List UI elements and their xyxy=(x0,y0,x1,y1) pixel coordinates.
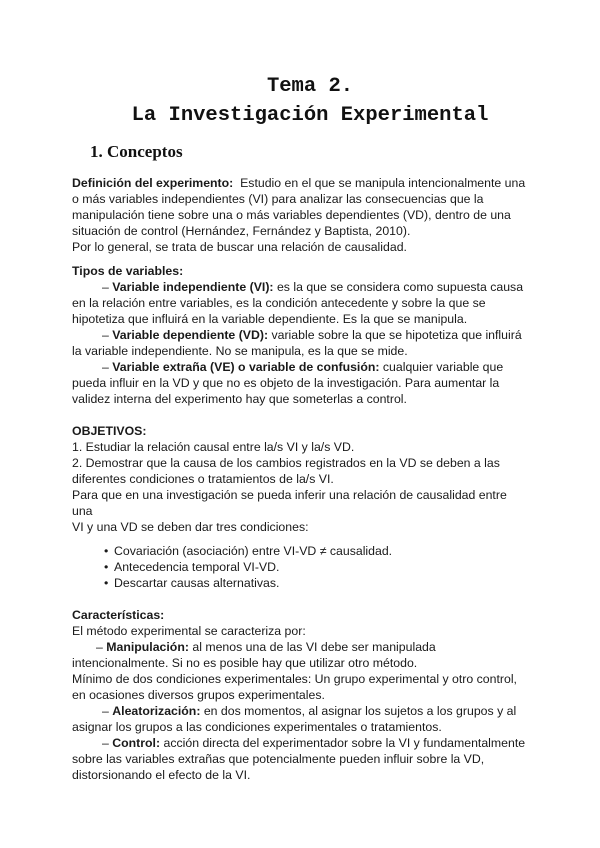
list-item xyxy=(72,543,528,559)
list-item xyxy=(72,575,528,591)
ve-text: cualquier variable que xyxy=(379,360,504,374)
vi-text: es la que se considera como supuesta causa xyxy=(273,280,524,294)
tipos-block xyxy=(72,263,528,407)
manipulacion-label: Manipulación: xyxy=(106,640,189,654)
definicion-block xyxy=(72,175,528,255)
control-text: acción directa del experimentador sobre la VI y fundamentalmente xyxy=(160,736,526,750)
caracteristicas-block xyxy=(72,607,528,783)
dash: – xyxy=(96,640,107,654)
dash: – xyxy=(102,736,113,750)
definicion-line: situación de control (Hernández, Fernández y Baptista, 2010). xyxy=(72,224,411,238)
manipulacion-line: intencionalmente. Si no es posible hay que utilizar otro método. xyxy=(72,656,418,670)
aleatorizacion-text: en dos momentos, al asignar los sujetos a los grupos y al xyxy=(200,704,517,718)
vd-label: Variable dependiente (VD): xyxy=(112,328,269,342)
objetivos-line: 1. Estudiar la relación causal entre la/s VI y la/s VD. xyxy=(72,440,355,454)
vi-line xyxy=(72,279,528,295)
control-label: Control: xyxy=(112,736,161,750)
control-line: distorsionando el efecto de la VI. xyxy=(72,768,251,782)
objetivos-line: 2. Demostrar que la causa de los cambios registrados en la VD se deben a las xyxy=(72,456,500,470)
definicion-text: Estudio en el que se manipula intencionalmente una xyxy=(233,176,526,190)
ve-label: Variable extraña (VE) o variable de confusión: xyxy=(112,360,380,374)
dash: – xyxy=(102,704,113,718)
objetivos-line: Para que en una investigación se pueda inferir una relación de causalidad entre una xyxy=(72,488,507,518)
objetivos-heading-text: OBJETIVOS: xyxy=(72,424,147,438)
aleatorizacion-line: asignar los grupos a las condiciones experimentales o tratamientos. xyxy=(72,720,442,734)
vi-line: en la relación entre variables, es la condición antecedente y sobre la que se xyxy=(72,296,486,310)
vd-text: variable sobre la que se hipotetiza que influirá xyxy=(268,328,522,342)
aleatorizacion-label: Aleatorización: xyxy=(112,704,201,718)
definicion-line xyxy=(72,175,528,191)
definicion-line: o más variables independientes (VI) para analizar las consecuencias que la xyxy=(72,192,484,206)
minimo-line: en ocasiones diversos grupos experimentales. xyxy=(72,688,325,702)
title-line-2: La Investigación Experimental xyxy=(131,104,489,127)
manipulacion-text: al menos una de las VI debe ser manipulada xyxy=(188,640,436,654)
definicion-line: Por lo general, se trata de buscar una relación de causalidad. xyxy=(72,240,407,254)
ve-line: pueda influir en la VD y que no es objeto de la investigación. Para aumentar la xyxy=(72,376,500,390)
definicion-label: Definición del experimento: xyxy=(72,176,234,190)
caracteristicas-line: El método experimental se caracteriza por: xyxy=(72,624,306,638)
objetivos-block xyxy=(72,423,528,591)
bullet-icon: • xyxy=(104,544,109,558)
vi-line: hipotetiza que influirá en la variable dependiente. Es la que se manipula. xyxy=(72,312,468,326)
bullet-icon: • xyxy=(104,560,109,574)
objetivos-line: diferentes condiciones o tratamientos de la/s VI. xyxy=(72,472,334,486)
list-item xyxy=(72,559,528,575)
bullet-icon: • xyxy=(104,576,109,590)
ve-line: validez interna del experimento hay que someterlas a control. xyxy=(72,392,407,406)
manipulacion-line xyxy=(72,639,528,655)
tipos-heading-text: Tipos de variables: xyxy=(72,264,184,278)
section-heading: 1. Conceptos xyxy=(90,142,183,161)
title-line-1: Tema 2. xyxy=(266,75,354,98)
vd-line: la variable independiente. No se manipula, es la que se mide. xyxy=(72,344,408,358)
ve-line xyxy=(72,359,528,375)
minimo-line: Mínimo de dos condiciones experimentales: Un grupo experimental y otro control, xyxy=(72,672,517,686)
caracteristicas-heading-text: Características: xyxy=(72,608,165,622)
control-line xyxy=(72,735,528,751)
aleatorizacion-line xyxy=(72,703,528,719)
list-item-text: Antecedencia temporal VI-VD. xyxy=(114,560,280,574)
dash: – xyxy=(102,360,113,374)
vd-line xyxy=(72,327,528,343)
document-title xyxy=(82,72,538,130)
tipos-heading xyxy=(72,263,528,279)
dash: – xyxy=(102,328,113,342)
list-item-text: Descartar causas alternativas. xyxy=(114,576,280,590)
objetivos-line: VI y una VD se deben dar tres condiciones: xyxy=(72,520,309,534)
control-line: sobre las variables extrañas que potencialmente pueden influir sobre la VD, xyxy=(72,752,485,766)
caracteristicas-heading xyxy=(72,607,528,623)
definicion-line: manipulación tiene sobre una o más variables dependientes (VD), dentro de una xyxy=(72,208,511,222)
condiciones-list xyxy=(72,543,528,591)
vi-label: Variable independiente (VI): xyxy=(112,280,274,294)
dash: – xyxy=(102,280,113,294)
objetivos-heading xyxy=(72,423,528,439)
list-item-text: Covariación (asociación) entre VI-VD ≠ causalidad. xyxy=(114,544,393,558)
